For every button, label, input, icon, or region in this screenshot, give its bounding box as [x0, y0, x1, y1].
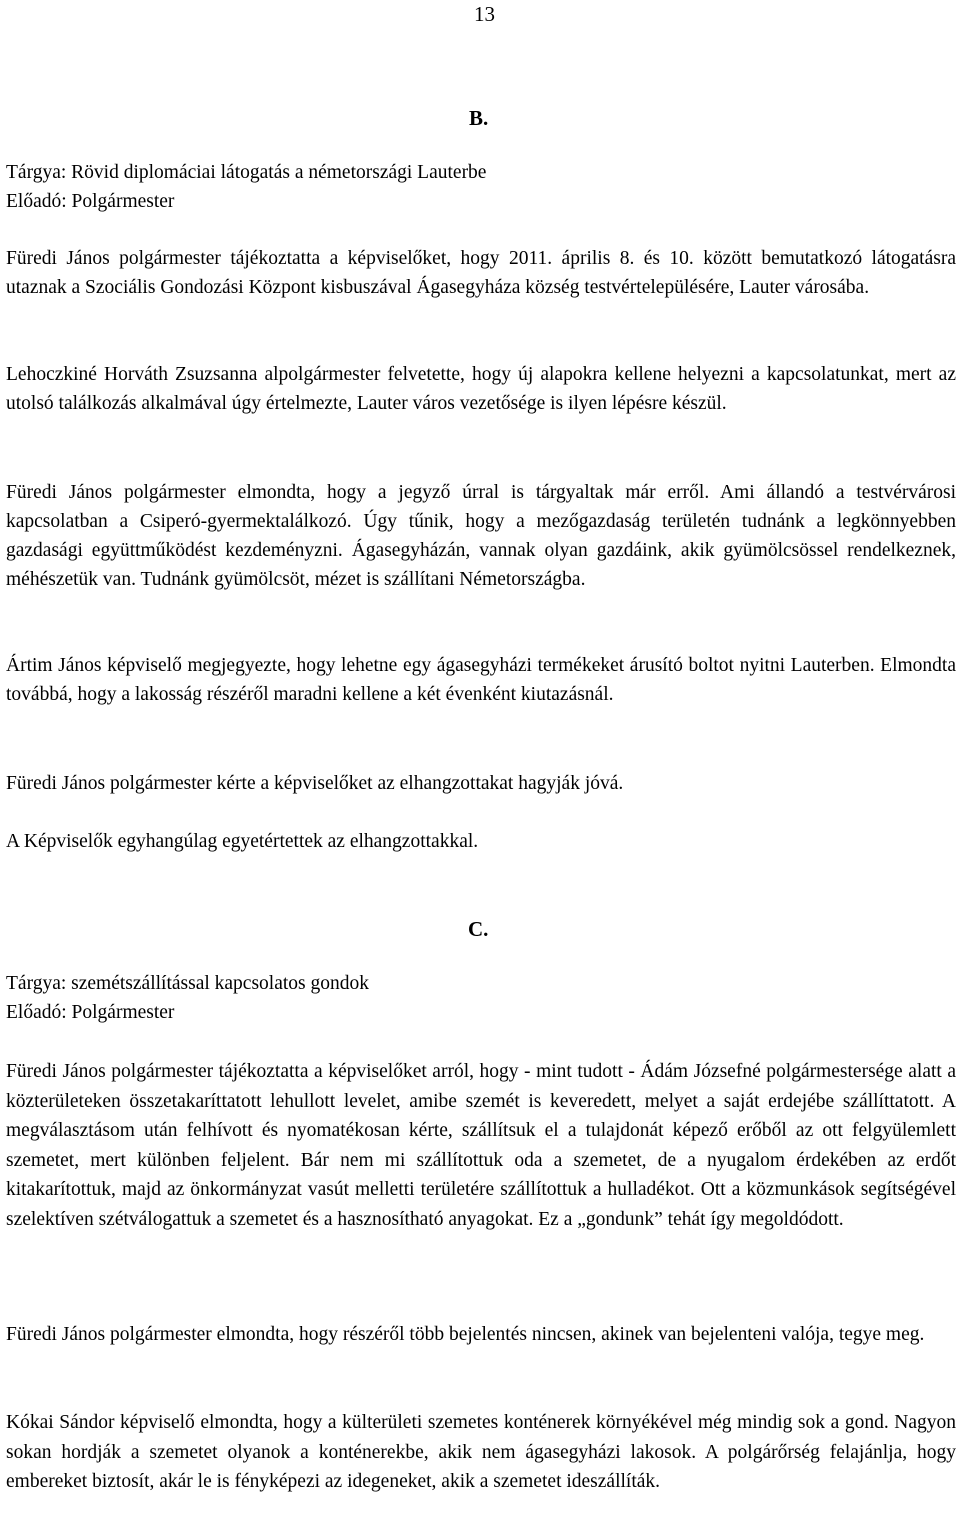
- section-b-paragraph-5: Füredi János polgármester kérte a képviselőket az elhangzottakat hagyják jóvá.: [6, 773, 624, 794]
- section-c-paragraph-3: Kókai Sándor képviselő elmondta, hogy a külterületi szemetes konténerek környékével még mindig sok a gond. Nagyon sokan hordják a szemetet olyanok a konténerekbe, akik nem ágasegyházi lakosok. A polgárőrség felajánlja, hogy embereket biztosít, akár le is fényképezi az idegeneket, akik a szemetet ideszállíták.: [6, 1412, 956, 1492]
- section-c-presenter: Előadó: Polgármester: [6, 1002, 175, 1023]
- section-b-subject: Tárgya: Rövid diplomáciai látogatás a németországi Lauterbe: [6, 162, 487, 183]
- section-b-paragraph-6: A Képviselők egyhangúlag egyetértettek az elhangzottakkal.: [6, 831, 479, 852]
- page-number: 13: [474, 2, 495, 26]
- section-letter-b: B.: [469, 106, 489, 130]
- section-c-subject: Tárgya: szemétszállítással kapcsolatos gondok: [6, 973, 369, 994]
- section-b-paragraph-1: Füredi János polgármester tájékoztatta a képviselőket, hogy 2011. április 8. és 10. között bemutatkozó látogatásra utaznak a Szociális Gondozási Központ kisbuszával Ágasegyháza község testvértelepülésére, Lauter városába.: [6, 248, 956, 298]
- section-c-paragraph-2: Füredi János polgármester elmondta, hogy részéről több bejelentés nincsen, akinek van bejelenteni valója, tegye meg.: [6, 1324, 925, 1345]
- section-b-presenter: Előadó: Polgármester: [6, 191, 175, 212]
- section-b-paragraph-4: Ártim János képviselő megjegyezte, hogy lehetne egy ágasegyházi termékeket árusító boltot nyitni Lauterben. Elmondta továbbá, hogy a lakosság részéről maradni kellene a két évenként kiutazásnál.: [6, 655, 956, 705]
- section-b-paragraph-2: Lehoczkiné Horváth Zsuzsanna alpolgármester felvetette, hogy új alapokra kellene helyezni a kapcsolatunkat, mert az utolsó találkozás alkalmával úgy értelmezte, Lauter város vezetősége is ilyen lépésre készül.: [6, 364, 956, 414]
- section-c-paragraph-1: Füredi János polgármester tájékoztatta a képviselőket arról, hogy - mint tudott - Ádám Józsefné polgármestersége alatt a közterületeken összetakaríttatott lehullott levelet, amibe szemét is keveredett, melyet a saját erdejébe szállíttatott. A megválasztásom után felhívott és nyomatékosan kérte, szállítsuk el a tulajdonát képező erőből az ott felgyülemlett szemetet, mert különben feljelent. Bár nem mi szállítottuk oda a szemetet, de a nyugalom érdekében az erdőt kitakarítottuk, majd az önkormányzat vasút melletti területére szállítottuk a hulladékot. Ott a közmunkások segítségével szelektíven szétválogattuk a szemetet és a hasznosítható anyagokat. Ez a „gondunk” tehát így megoldódott.: [6, 1061, 956, 1230]
- section-b-paragraph-3: Füredi János polgármester elmondta, hogy a jegyző úrral is tárgyaltak már erről. Ami állandó a testvérvárosi kapcsolatban a Csiperó-gyermektalálkozó. Úgy tűnik, hogy a mezőgazdaság területén tudnánk a legkönnyebben gazdasági együttműködést kezdeményzni. Ágasegyházán, vannak olyan gazdáink, akik gyümölcsössel rendelkeznek, méhészetük van. Tudnánk gyümölcsöt, mézet is szállítani Németországba.: [6, 482, 956, 590]
- section-letter-c: C.: [468, 917, 489, 941]
